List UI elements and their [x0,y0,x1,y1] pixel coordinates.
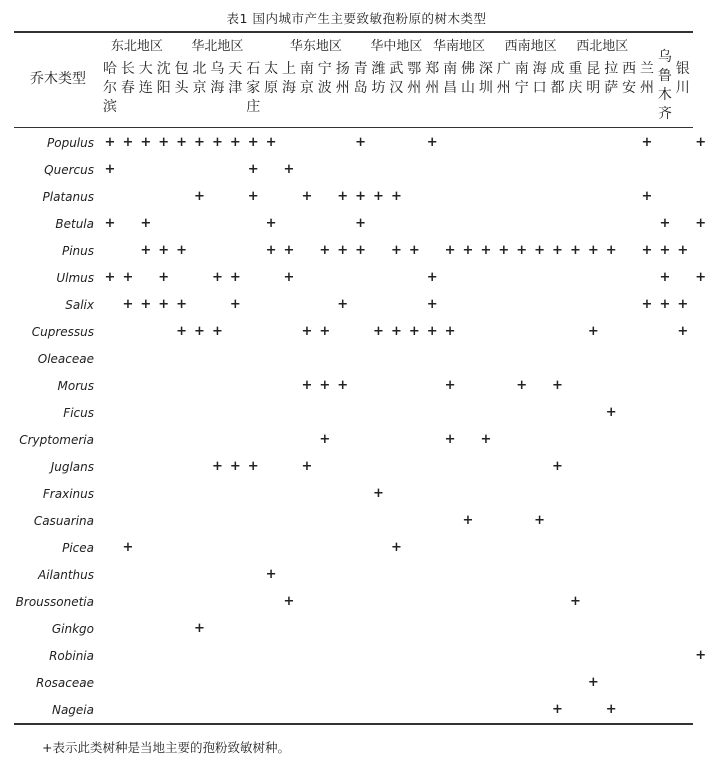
presence-mark: + [337,378,349,393]
region-header: 华北地区 [191,39,244,54]
presence-mark: + [211,324,223,339]
city-header: 天 津 [228,61,243,96]
species-label: Cupressus [31,325,94,339]
presence-mark: + [444,243,456,258]
presence-mark: + [194,189,205,204]
presence-mark: + [552,702,563,717]
presence-mark: + [552,243,563,258]
species-label: Juglans [50,460,94,474]
city-header: 昆 明 [586,61,601,96]
presence-mark: + [587,675,599,690]
presence-mark: + [408,324,420,339]
city-header: 包 头 [174,61,189,96]
city-header: 佛 山 [461,61,475,96]
species-label: Robinia [49,649,94,663]
presence-mark: + [229,135,241,150]
species-label: Ginkgo [51,622,94,636]
presence-mark: + [480,432,492,447]
presence-mark: + [426,297,438,312]
species-label: Quercus [44,163,94,177]
presence-mark: + [301,378,313,393]
species-label: Broussonetia [15,595,94,609]
presence-mark: + [176,243,188,258]
bottom-rule [14,723,693,725]
presence-mark: + [194,621,205,636]
presence-mark: + [426,270,438,285]
presence-mark: + [373,189,384,204]
presence-mark: + [265,243,277,258]
region-header: 华中地区 [370,39,423,54]
presence-mark: + [301,459,313,474]
city-header: 重 庆 [568,61,583,96]
presence-mark: + [319,324,331,339]
presence-mark: + [587,324,599,339]
city-header: 沈 阳 [156,61,171,96]
region-header: 华南地区 [433,39,486,54]
city-header: 潍 坊 [371,61,386,96]
city-header: 南 昌 [443,61,458,96]
presence-mark: + [337,297,349,312]
presence-mark: + [426,324,438,339]
species-label: Cryptomeria [19,433,94,447]
presence-mark: + [104,270,116,285]
presence-mark: + [229,459,241,474]
species-label: Morus [57,379,94,393]
presence-mark: + [176,297,188,312]
city-header: 成 都 [550,61,565,96]
presence-mark: + [534,243,546,258]
species-label: Betula [55,217,94,231]
presence-mark: + [283,270,295,285]
header-rule [14,127,693,128]
presence-mark: + [462,513,474,528]
presence-mark: + [605,243,617,258]
presence-mark: + [229,270,241,285]
region-header: 华东地区 [289,39,342,54]
presence-mark: + [265,216,277,231]
presence-mark: + [247,135,259,150]
presence-mark: + [605,702,617,717]
presence-mark: + [444,324,456,339]
presence-mark: + [229,297,241,312]
city-header: 乌 鲁 木 齐 [657,49,672,122]
presence-mark: + [659,270,671,285]
city-header: 郑 州 [425,61,440,96]
presence-mark: + [140,297,152,312]
presence-mark: + [122,135,134,150]
presence-mark: + [552,378,563,393]
presence-mark: + [516,243,528,258]
presence-mark: + [140,243,152,258]
city-header: 南 京 [299,61,314,96]
presence-mark: + [587,243,599,258]
presence-mark: + [211,270,223,285]
species-label: Picea [62,541,94,555]
top-rule [14,31,693,33]
city-header: 扬 州 [335,61,350,96]
presence-mark: + [104,162,116,177]
species-label: Populus [47,136,94,150]
city-header: 兰 州 [640,61,654,96]
presence-mark: + [480,243,492,258]
presence-mark: + [695,648,707,663]
presence-mark: + [677,297,689,312]
presence-mark: + [355,189,367,204]
city-header: 武 汉 [389,61,404,96]
species-label: Oleaceae [37,352,94,366]
species-label: Nageia [51,703,94,717]
city-header: 西 安 [622,61,637,96]
species-label: Fraxinus [42,487,94,501]
species-label: Rosaceae [35,676,94,690]
presence-mark: + [605,405,617,420]
presence-mark: + [247,459,259,474]
presence-mark: + [158,243,170,258]
city-header: 海 口 [532,61,547,96]
presence-mark: + [265,135,277,150]
presence-mark: + [659,297,671,312]
presence-mark: + [301,189,313,204]
presence-mark: + [355,135,367,150]
region-header: 西北地区 [576,39,629,54]
presence-mark: + [408,243,420,258]
presence-mark: + [211,135,223,150]
species-label: Pinus [61,244,94,258]
presence-mark: + [444,432,456,447]
presence-mark: + [426,135,438,150]
city-header: 太 原 [264,61,279,96]
city-header: 北 京 [192,61,207,96]
presence-mark: + [677,324,689,339]
region-header: 东北地区 [110,39,163,54]
presence-mark: + [104,216,116,231]
presence-mark: + [641,189,653,204]
species-label: Casuarina [33,514,94,528]
row-header: 乔木类型 [30,71,86,87]
presence-mark: + [355,216,367,231]
city-header: 深 圳 [478,61,493,96]
presence-mark: + [390,243,402,258]
presence-mark: + [516,378,528,393]
presence-mark: + [158,297,170,312]
presence-mark: + [337,189,349,204]
city-header: 银 川 [675,61,690,96]
presence-mark: + [194,135,205,150]
city-header: 长 春 [120,61,135,96]
presence-mark: + [462,243,474,258]
presence-mark: + [390,189,402,204]
table-title: 表1 国内城市产生主要致敏孢粉原的树木类型 [226,11,487,26]
presence-mark: + [319,243,331,258]
presence-mark: + [265,567,277,582]
presence-mark: + [211,459,223,474]
city-header: 石 家 庄 [246,61,261,115]
presence-mark: + [695,270,707,285]
presence-mark: + [176,324,188,339]
presence-mark: + [444,378,456,393]
species-label: Ailanthus [37,568,94,582]
presence-mark: + [695,135,707,150]
presence-mark: + [158,270,170,285]
species-label: Ulmus [56,271,94,285]
presence-mark: + [194,324,205,339]
species-label: Platanus [42,190,94,204]
presence-mark: + [659,216,671,231]
presence-mark: + [659,243,671,258]
presence-mark: + [337,243,349,258]
presence-mark: + [569,594,581,609]
city-header: 南 宁 [514,61,529,96]
city-header: 广 州 [496,61,511,96]
presence-mark: + [373,324,384,339]
presence-mark: + [677,243,689,258]
presence-mark: + [498,243,510,258]
city-header: 哈 尔 滨 [103,61,117,115]
presence-mark: + [122,270,134,285]
presence-mark: + [552,459,563,474]
presence-mark: + [283,243,295,258]
presence-mark: + [373,486,384,501]
presence-mark: + [283,162,295,177]
presence-mark: + [140,135,152,150]
presence-mark: + [176,135,188,150]
presence-mark: + [390,540,402,555]
presence-mark: + [355,243,367,258]
presence-mark: + [319,378,331,393]
city-header: 鄂 州 [407,61,422,96]
species-label: Ficus [63,406,94,420]
presence-mark: + [122,297,134,312]
city-header: 青 岛 [353,61,368,96]
city-header: 乌 海 [210,61,225,96]
city-header: 宁 波 [317,61,332,96]
presence-mark: + [158,135,170,150]
city-header: 拉 萨 [604,61,619,96]
city-header: 上 海 [282,61,296,96]
presence-mark: + [641,297,653,312]
presence-mark: + [283,594,295,609]
presence-mark: + [140,216,152,231]
presence-mark: + [301,324,313,339]
presence-mark: + [641,135,653,150]
presence-mark: + [104,135,116,150]
presence-mark: + [390,324,402,339]
presence-mark: + [641,243,653,258]
footnote: +表示此类树种是当地主要的孢粉致敏树种。 [42,740,290,755]
presence-mark: + [695,216,707,231]
presence-mark: + [319,432,331,447]
presence-mark: + [247,162,259,177]
presence-mark: + [122,540,134,555]
city-header: 大 连 [138,61,153,96]
presence-mark: + [534,513,546,528]
presence-mark: + [569,243,581,258]
species-label: Salix [65,298,94,312]
presence-mark: + [247,189,259,204]
region-header: 西南地区 [504,39,557,54]
